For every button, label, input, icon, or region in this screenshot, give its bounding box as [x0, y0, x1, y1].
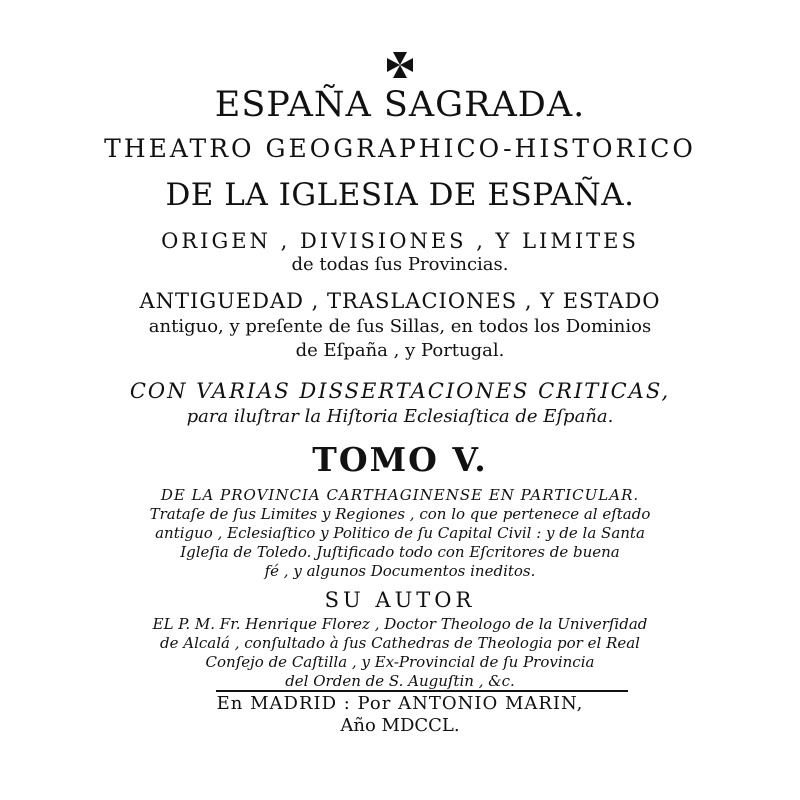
- description-line-4: Igleſia de Toledo. Juſtificado todo con Eſcritores de buena: [180, 543, 620, 561]
- subtitle-iglesia: DE LA IGLESIA DE ESPAÑA.: [165, 177, 635, 213]
- author-heading: SU AUTOR: [324, 588, 476, 612]
- author-line-3: Conſejo de Caſtilla , y Ex-Provincial de ſu Provincia: [205, 653, 595, 671]
- author-line-1: EL P. M. Fr. Henrique Florez , Doctor Theologo de la Univerſidad: [152, 615, 648, 633]
- disertaciones-heading: CON VARIAS DISSERTACIONES CRITICAS,: [129, 379, 671, 403]
- book-title: ESPAÑA SAGRADA.: [214, 85, 586, 125]
- imprint-year: Año MDCCL.: [340, 715, 460, 736]
- volume-number: TOMO V.: [312, 440, 488, 479]
- description-line-5: fé , y algunos Documentos ineditos.: [264, 562, 536, 580]
- cross-pattee-icon: [385, 50, 415, 80]
- author-line-4: del Orden de S. Auguſtin , &c.: [285, 672, 515, 690]
- disertaciones-text: para iluſtrar la Hiſtoria Eclesiaſtica de Eſpaña.: [186, 406, 614, 427]
- antiguedad-text-2: de Eſpaña , y Portugal.: [295, 340, 505, 361]
- divider-rule: [216, 690, 628, 692]
- antiguedad-heading: ANTIGUEDAD , TRASLACIONES , Y ESTADO: [139, 289, 661, 313]
- description-line-3: antiguo , Eclesiaſtico y Politico de ſu Capital Civil : y de la Santa: [155, 524, 645, 542]
- author-line-2: de Alcalá , conſultado à ſus Cathedras de Theologia por el Real: [160, 634, 640, 652]
- description-line-1: DE LA PROVINCIA CARTHAGINENSE EN PARTICULAR.: [160, 486, 640, 504]
- origen-heading: ORIGEN , DIVISIONES , Y LIMITES: [161, 229, 639, 253]
- ornament: [0, 50, 800, 82]
- origen-text: de todas ſus Provincias.: [291, 254, 509, 275]
- subtitle-theatro: THEATRO GEOGRAPHICO-HISTORICO: [104, 134, 696, 163]
- antiguedad-text-1: antiguo, y preſente de ſus Sillas, en todos los Dominios: [148, 316, 652, 337]
- description-line-2: Trataſe de ſus Limites y Regiones , con lo que pertenece al eſtado: [149, 505, 651, 523]
- imprint-line-1: En MADRID : Por ANTONIO MARIN,: [216, 693, 584, 714]
